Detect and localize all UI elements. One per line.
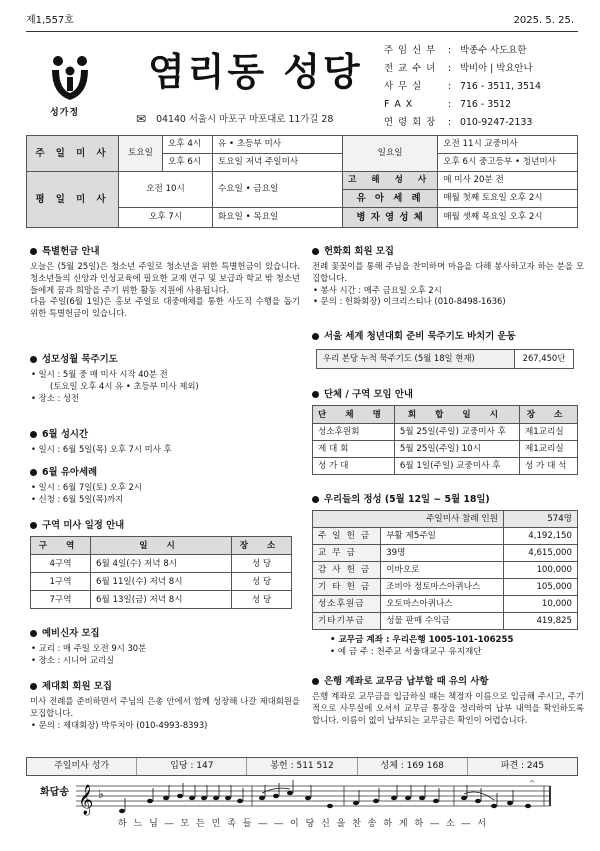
mass-time: 오후 6시 [163, 154, 213, 172]
staff-directory [384, 42, 584, 132]
table-row [313, 596, 578, 613]
mass-time-desc [438, 154, 578, 172]
table-row [313, 424, 578, 441]
hymn-bar [26, 757, 578, 776]
weekday-mass-label: 평 일 미 사 [27, 172, 119, 228]
envelope-icon: ✉ [136, 112, 147, 126]
offering-label: 기타헌금 [313, 579, 381, 596]
group-meetings-table [312, 405, 578, 475]
table-row [313, 562, 578, 579]
paragraph: 은행 계좌로 교무금을 입금하실 때는 책정자 이름으로 입금해 주시고, 주기적으로 사무실에 오셔서 교무금 통장을 정리하여 납부 내역을 확인하도록 합니다. 이름이 없이 납부되는 교무금은 확인이 어렵습니다. [312, 691, 584, 725]
date-cell: 6월 11일(수) 저녁 8시 [91, 573, 232, 591]
staff-label: 주 임 신 부 [384, 45, 437, 57]
group-name: 성소후원회 [313, 424, 395, 441]
section-title: 예비신자 모집 [30, 627, 300, 640]
meeting-place: 제1교리실 [520, 424, 578, 441]
meeting-date: 6월 1일(주일) 교중미사 후 [394, 458, 519, 475]
header-divider [26, 31, 578, 32]
info-line: • 문의 : 헌화회장) 이크리스티나 (010-8498-1636) [313, 296, 506, 307]
bullet-icon [312, 333, 319, 340]
mass-desc: 유 • 초등부 미사 [213, 136, 343, 154]
music-staff-icon [76, 776, 552, 820]
group-meetings-section [312, 388, 584, 475]
bullet-icon [312, 496, 319, 503]
column-header: 일 시 [91, 537, 232, 555]
address-line [136, 111, 333, 128]
offering-label: 기타기부금 [313, 613, 381, 630]
staff-row: 주 임 신 부 : 박종수 사도요한 [384, 45, 527, 57]
offering-amount: 4,192,150 [504, 528, 578, 545]
bullet-icon [30, 431, 37, 438]
offering-note: 39명 [381, 545, 504, 562]
meeting-date: 5월 25일(주일) 10시 [394, 441, 519, 458]
mass-time: 오전 10시 [119, 172, 213, 208]
mass-time-desc [438, 136, 578, 154]
account-info [312, 634, 584, 658]
column-header: 단 체 명 [313, 406, 395, 424]
account-holder: • 예 금 주 : 천주교 서울대교구 유지재단 [330, 647, 482, 658]
wyd-rosary-section [312, 330, 584, 369]
attendance-label: 주일미사 참례 인원 [313, 511, 504, 528]
offering-label: 주일헌금 [313, 528, 381, 545]
bullet-icon [312, 391, 319, 398]
attendance-value: 574명 [504, 511, 578, 528]
section-title: 서울 세계 청년대회 준비 묵주기도 바치기 운동 [312, 330, 584, 343]
meeting-place: 제1교리실 [520, 441, 578, 458]
info-line: • 문의 : 제대회장) 박루치아 (010-4993-8393) [31, 719, 208, 730]
bullet-icon [30, 356, 37, 363]
info-line: • 일시 : 5월 중 매 미사 시작 40분 전 [31, 369, 168, 380]
hymn-dismissal: 파견 : 245 [500, 761, 545, 772]
holy-family-logo-icon [48, 54, 92, 110]
info-line: (토요일 오후 4시 유 • 초등부 미사 제외) [50, 380, 199, 391]
catechumen-section [30, 627, 300, 667]
section-title: 단체 / 구역 모임 안내 [312, 388, 584, 401]
issue-date: 2025. 5. 25. [513, 15, 574, 26]
place-cell: 성 당 [232, 555, 292, 573]
hymn-entrance: 입당 : 147 [137, 758, 247, 775]
altar-council-section [30, 680, 300, 731]
paragraph: 다음 주일(6월 1일)은 홍보 주일로 대중매체를 통한 사도직 수행을 돕기 위한 특별헌금이 있습니다. [30, 296, 300, 319]
bullet-icon [30, 683, 37, 690]
svg-text:♭: ♭ [98, 787, 104, 801]
bullet-icon [312, 248, 319, 255]
bullet-icon [30, 630, 37, 637]
date-cell: 6월 4일(수) 저녁 8시 [91, 555, 232, 573]
column-header: 구 역 [31, 537, 91, 555]
attendance-row [313, 511, 578, 528]
mass-desc: 토요일 저녁 주일미사 [213, 154, 343, 172]
section-title: 제대회 회원 모집 [30, 680, 300, 693]
staff-value: 박비아 | 박요안나 [460, 63, 533, 75]
offering-report-section [312, 493, 584, 658]
psalm-lyrics: 하 느 님 ― 모 든 민 족 들 ― ― 이 당 신 을 찬 송 하 게 하 ― 소 ― 서 [118, 819, 488, 829]
group-name: 제 대 회 [313, 441, 395, 458]
column-header: 회 합 일 시 [394, 406, 519, 424]
bullet-icon [30, 248, 37, 255]
staff-value: 716 - 3512 [460, 99, 512, 111]
bullet-icon [30, 522, 37, 529]
staff-row: 연 령 회 장 : 010-9247-2133 [384, 117, 533, 129]
place-cell: 성 당 [232, 591, 292, 609]
offering-note: 오토마스아퀴나스 [381, 596, 504, 613]
hymn-offertory: 봉헌 : 511 512 [247, 758, 357, 775]
district-mass-section [30, 519, 300, 609]
offering-amount: 4,615,000 [504, 545, 578, 562]
table-row [31, 555, 292, 573]
responsorial-psalm-label: 화답송 [40, 787, 69, 798]
section-title: 헌화회 회원 모집 [312, 245, 584, 258]
meeting-place: 성 가 대 석 [520, 458, 578, 475]
place-cell: 성 당 [232, 573, 292, 591]
paragraph: 전례 꽃꽂이를 통해 주님을 찬미하며 마음을 다해 봉사하고자 하는 분을 모집합니다. [312, 261, 584, 283]
table-row [31, 573, 292, 591]
rosary-count-value: 267,450단 [522, 353, 566, 364]
meeting-date: 5월 25일(주일) 교중미사 후 [394, 424, 519, 441]
column-header: 장 소 [232, 537, 292, 555]
sunday-label: 일요일 [343, 136, 438, 172]
rosary-count-box [316, 349, 574, 369]
hymn-label: 주일미사 성가 [27, 758, 137, 775]
rosary-count-label: 우리 본당 누적 묵주기도 (5월 18일 현재) [317, 350, 515, 368]
offering-note: 조비아 정토마스아퀴나스 [381, 579, 504, 596]
district-mass-table [30, 536, 292, 609]
section-title: 6월 유아세례 [30, 466, 300, 479]
section-title: 성모성월 묵주기도 [30, 353, 300, 366]
staff-value: 716 - 3511, 3514 [460, 81, 541, 93]
info-line: • 봉사 시간 : 매주 금요일 오후 2시 [313, 284, 442, 295]
mass-time: 오후 7시 [119, 208, 213, 228]
info-line: • 교리 : 매 주일 오전 9시 30분 [31, 643, 147, 654]
offering-amount: 419,825 [504, 613, 578, 630]
offering-amount: 100,000 [504, 562, 578, 579]
section-title: 특별헌금 안내 [30, 245, 300, 258]
offering-note: 이바오로 [381, 562, 504, 579]
mass-time: 오전 11시 [443, 139, 482, 150]
account-number: • 교무금 계좌 : 우리은행 1005-101-106255 [330, 635, 514, 646]
paragraph: 오늘은 (5월 25일)은 청소년 주일로 청소년을 위한 특별헌금이 있습니다. 청소년들의 신앙과 인성교육에 필요한 교재 연구 및 보급과 학교 밖 청소년들에게 꿈과 희망을 주기 위한 활동 지원에 사용됩니다. [30, 261, 300, 295]
offering-note: 성물 판매 수익금 [381, 613, 504, 630]
table-row [313, 579, 578, 596]
rite-label: 유 아 세 례 [343, 190, 438, 208]
mass-time: 오후 4시 [163, 136, 213, 154]
staff-label: 전 교 수 녀 [384, 63, 437, 75]
may-rosary-section [30, 353, 300, 404]
rite-value: 매월 첫째 토요일 오후 2시 [438, 190, 578, 208]
offering-label: 감사헌금 [313, 562, 381, 579]
district-cell: 7구역 [31, 591, 91, 609]
june-baptism-section [30, 466, 300, 506]
section-title: 은행 계좌로 교무금 납부할 때 유의 사항 [312, 675, 584, 688]
mass-desc: 수요일 • 금요일 [213, 172, 343, 208]
offering-amount: 105,000 [504, 579, 578, 596]
special-offering-section [30, 245, 300, 320]
offering-table [312, 510, 578, 630]
logo-text: 성가정 [50, 108, 80, 118]
flower-guild-section [312, 245, 584, 308]
date-cell: 6월 13일(금) 저녁 8시 [91, 591, 232, 609]
staff-value: 박종수 사도요한 [460, 45, 527, 57]
district-cell: 4구역 [31, 555, 91, 573]
svg-text:𝄐: 𝄐 [530, 777, 535, 786]
section-title: 6월 성시간 [30, 428, 300, 441]
rite-label: 고 해 성 사 [343, 172, 438, 190]
mass-desc: 교중미사 [484, 139, 518, 150]
parish-name: 염리동 성당 [148, 50, 363, 94]
svg-text:𝄞: 𝄞 [78, 785, 94, 815]
info-line: • 신청 : 6월 5일(목)까지 [31, 493, 124, 504]
section-title: 우리들의 정성 (5월 12일 ~ 5월 18일) [312, 493, 584, 506]
column-header: 장 소 [520, 406, 578, 424]
info-line: • 일시 : 6월 7일(토) 오후 2시 [31, 482, 142, 493]
june-holy-hour-section [30, 428, 300, 456]
offering-note: 부활 제5주일 [381, 528, 504, 545]
staff-row: 전 교 수 녀 : 박비아 | 박요안나 [384, 63, 533, 75]
sunday-mass-label: 주 일 미 사 [27, 136, 119, 172]
district-cell: 1구역 [31, 573, 91, 591]
table-row [31, 591, 292, 609]
staff-row: 사 무 실 : 716 - 3511, 3514 [384, 81, 541, 93]
bank-notice-section [312, 675, 584, 726]
bullet-icon [30, 469, 37, 476]
table-row [313, 613, 578, 630]
hymn-communion: 성체 : 169 168 [358, 758, 468, 775]
table-row [313, 545, 578, 562]
staff-label: 사 무 실 [384, 81, 423, 93]
paragraph: 미사 전례를 준비하면서 주님의 은총 안에서 함께 성장해 나갈 제대회원을 모집합니다. [30, 696, 300, 718]
rite-value: 매월 셋째 목요일 오후 2시 [438, 208, 578, 228]
issue-number: 제1,557호 [26, 15, 74, 26]
offering-amount: 10,000 [504, 596, 578, 613]
address-text: 04140 서울시 마포구 마포대로 11가길 28 [156, 113, 334, 125]
mass-desc: 중고등부 • 청년미사 [479, 157, 556, 168]
offering-label: 교무금 [313, 545, 381, 562]
staff-row: F A X : 716 - 3512 [384, 99, 512, 111]
table-row [313, 441, 578, 458]
section-title: 구역 미사 일정 안내 [30, 519, 300, 532]
staff-value: 010-9247-2133 [460, 117, 533, 129]
staff-label: 연 령 회 장 [384, 117, 437, 129]
bullet-icon [312, 678, 319, 685]
offering-label: 성소후원금 [313, 596, 381, 613]
staff-label: F A X [384, 99, 414, 111]
saturday-label: 토요일 [119, 136, 163, 172]
mass-desc: 화요일 • 목요일 [213, 208, 343, 228]
rite-value: 매 미사 20분 전 [438, 172, 578, 190]
info-line: • 장소 : 성전 [31, 392, 80, 403]
table-row [313, 528, 578, 545]
rite-label: 병 자 영 성 체 [343, 208, 438, 228]
info-line: • 장소 : 시니어 교리실 [31, 654, 115, 665]
group-name: 성 가 대 [313, 458, 395, 475]
info-line: • 일시 : 6월 5일(목) 오후 7시 미사 후 [31, 444, 172, 455]
table-row [313, 458, 578, 475]
mass-schedule-table [26, 135, 578, 228]
mass-time: 오후 6시 [443, 157, 477, 168]
